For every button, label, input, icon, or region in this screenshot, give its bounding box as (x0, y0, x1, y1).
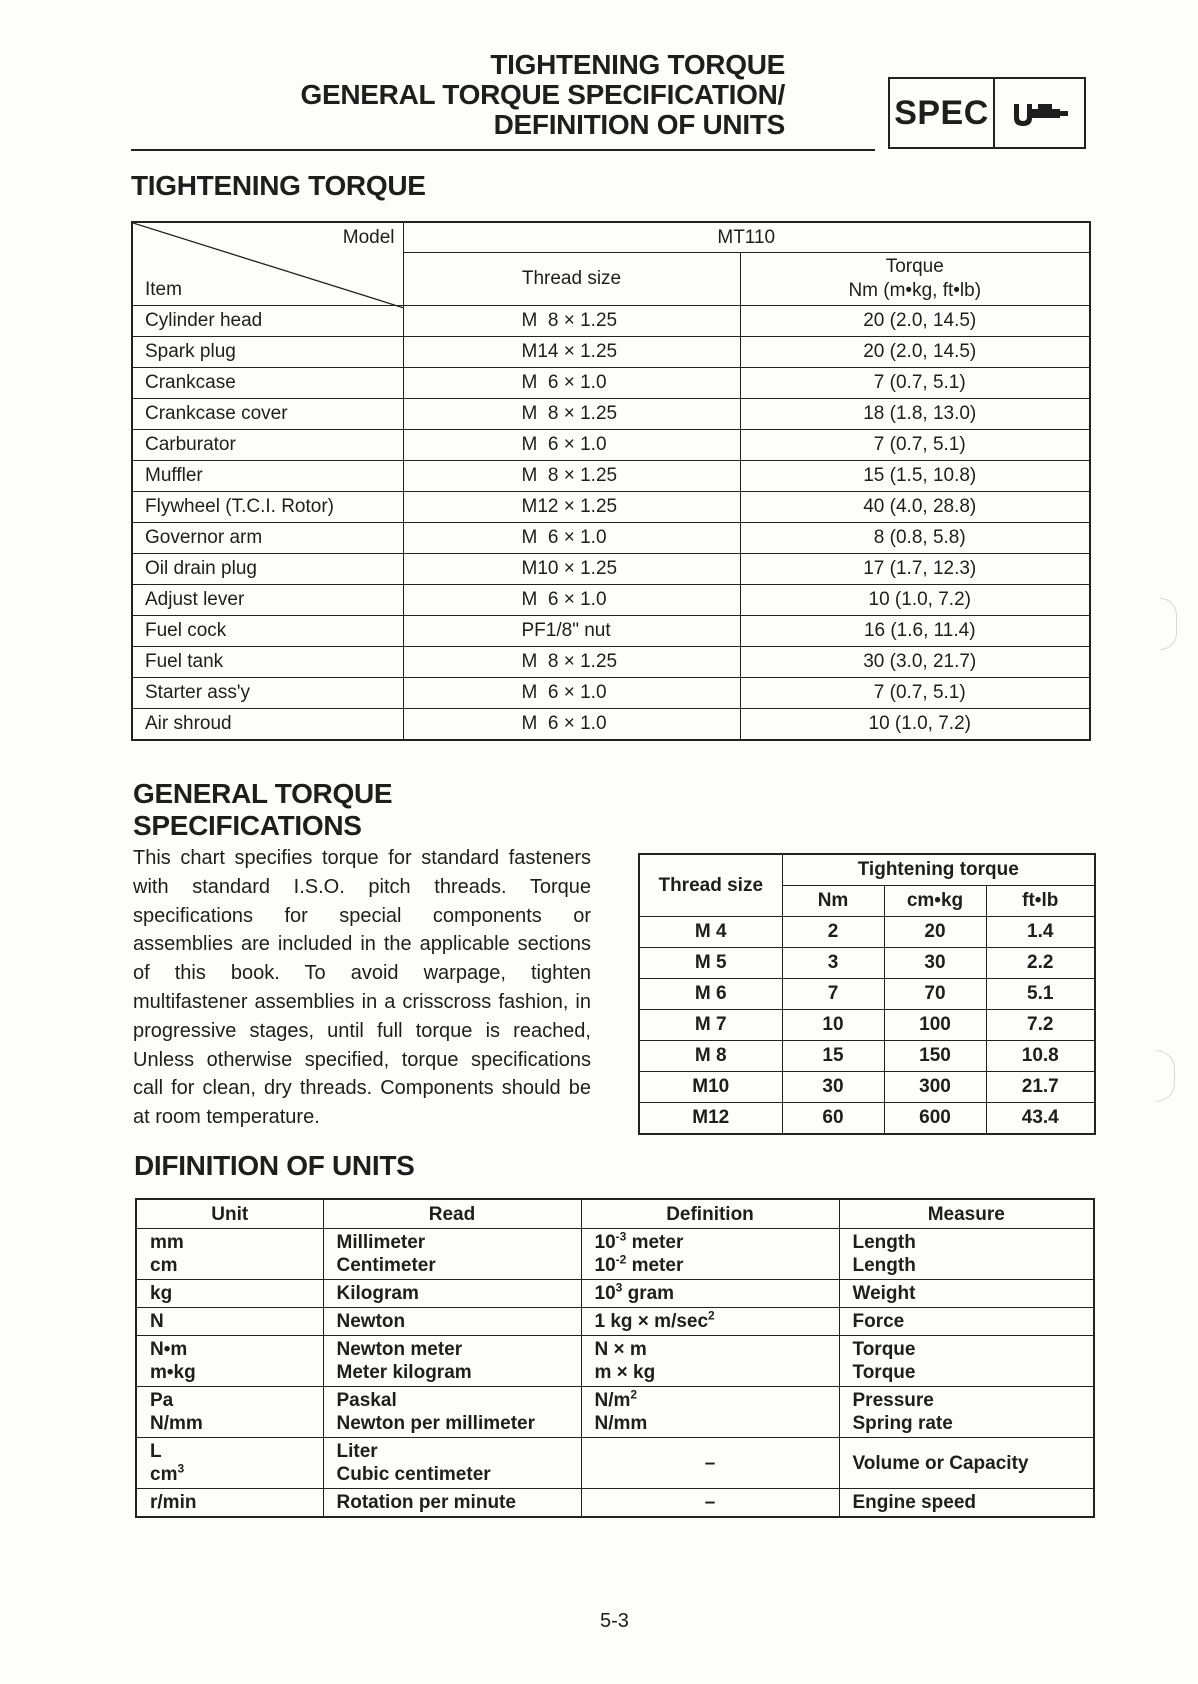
thread-cell: M 6 × 1.0 (403, 678, 740, 709)
torque-wrench-icon (995, 79, 1084, 147)
measure-value: Spring rate (852, 1413, 953, 1434)
torque-cell: 17 (1.7, 12.3) (740, 554, 1090, 585)
unit-cell (136, 1387, 323, 1438)
general-torque-heading-line-1: GENERAL TORQUE (133, 778, 393, 809)
spec-badge (888, 77, 1086, 149)
definition-base: N/m (594, 1390, 631, 1411)
read-cell (323, 1438, 581, 1489)
measure-cell: Force (839, 1308, 1094, 1336)
ftlb-cell: 1.4 (986, 917, 1095, 948)
table-row (132, 616, 1090, 647)
unit-value: Pa (150, 1390, 174, 1411)
nm-cell: 60 (782, 1103, 884, 1135)
item-cell: Fuel tank (132, 647, 403, 678)
definition-exponent: 2 (630, 1387, 638, 1402)
thread-cell: M 6 × 1.0 (403, 430, 740, 461)
table-row (639, 1103, 1095, 1135)
cmkg-cell: 100 (884, 1010, 986, 1041)
size-cell: M 4 (639, 917, 782, 948)
table-row (132, 709, 1090, 741)
tightening-torque-table (131, 221, 1091, 741)
unit-value (150, 1463, 323, 1486)
general-torque-paragraph: This chart specifies torque for standard fasteners with standard I.S.O. pitch threads. Torque specifications for special components or assemblies are included in the applicable sections of this book. To avoid warpage, tighten multifastener assemblies in a crisscross fashion, in progressive stages, until full torque is reached, Unless otherwise specified, torque specifications call for clean, dry threads. Components should be at room temperature. (133, 847, 591, 1129)
item-cell: Flywheel (T.C.I. Rotor) (132, 492, 403, 523)
thread-cell: PF1/8" nut (403, 616, 740, 647)
item-cell: Crankcase (132, 368, 403, 399)
measure-cell: Weight (839, 1280, 1094, 1308)
table-row (132, 399, 1090, 430)
item-cell: Spark plug (132, 337, 403, 368)
table-row (136, 1387, 1094, 1438)
item-cell: Fuel cock (132, 616, 403, 647)
size-cell: M 8 (639, 1041, 782, 1072)
read-cell (323, 1387, 581, 1438)
nm-cell: 30 (782, 1072, 884, 1103)
thread-cell: M 6 × 1.0 (403, 368, 740, 399)
tightening-torque-header: Tightening torque (782, 854, 1095, 886)
measure-value: Length (852, 1232, 916, 1253)
table-row (136, 1199, 1094, 1229)
unit-value: m•kg (150, 1362, 196, 1383)
measure-cell (839, 1336, 1094, 1387)
item-cell: Oil drain plug (132, 554, 403, 585)
binding-hole-mark (1160, 598, 1177, 650)
nm-header: Nm (782, 886, 884, 917)
read-value: Newton per millimeter (336, 1413, 535, 1434)
torque-cell: 30 (3.0, 21.7) (740, 647, 1090, 678)
definition-base: 10 (594, 1255, 616, 1276)
unit-cell: N (136, 1308, 323, 1336)
header-rule (131, 149, 875, 151)
read-cell (323, 1336, 581, 1387)
thread-cell: M10 × 1.25 (403, 554, 740, 585)
unit-base: cm (150, 1464, 178, 1485)
torque-header-line-1: Torque (885, 256, 944, 277)
definition-value: m × kg (594, 1362, 656, 1383)
cmkg-header: cm•kg (884, 886, 986, 917)
thread-cell: M 8 × 1.25 (403, 306, 740, 337)
size-cell: M 6 (639, 979, 782, 1010)
definition-value: N × m (594, 1339, 647, 1360)
unit-cell (136, 1438, 323, 1489)
definition-exponent: -3 (615, 1229, 627, 1244)
unit-cell: r/min (136, 1489, 323, 1518)
measure-cell: Volume or Capacity (839, 1438, 1094, 1489)
ftlb-cell: 21.7 (986, 1072, 1095, 1103)
nm-cell: 2 (782, 917, 884, 948)
definition-rest: gram (622, 1283, 675, 1304)
torque-cell: 20 (2.0, 14.5) (740, 306, 1090, 337)
torque-cell: 40 (4.0, 28.8) (740, 492, 1090, 523)
definition-rest: meter (626, 1255, 684, 1276)
ftlb-cell: 10.8 (986, 1041, 1095, 1072)
spec-badge-label: SPEC (890, 79, 995, 147)
read-value: Meter kilogram (336, 1362, 472, 1383)
item-cell: Adjust lever (132, 585, 403, 616)
read-value: Paskal (336, 1390, 397, 1411)
measure-value: Length (852, 1255, 916, 1276)
ftlb-cell: 2.2 (986, 948, 1095, 979)
thread-size-header: Thread size (403, 253, 740, 306)
model-name: MT110 (403, 222, 1090, 253)
cmkg-cell: 150 (884, 1041, 986, 1072)
unit-value: L (150, 1441, 162, 1462)
ftlb-cell: 5.1 (986, 979, 1095, 1010)
measure-cell: Engine speed (839, 1489, 1094, 1518)
torque-cell: 7 (0.7, 5.1) (740, 678, 1090, 709)
measure-cell (839, 1229, 1094, 1280)
table-row (639, 979, 1095, 1010)
item-label: Item (145, 279, 182, 300)
nm-cell: 10 (782, 1010, 884, 1041)
size-cell: M 7 (639, 1010, 782, 1041)
definition-cell (581, 1229, 839, 1280)
table-row (132, 306, 1090, 337)
binding-hole-mark (1156, 1050, 1175, 1102)
definition-header: Definition (581, 1199, 839, 1229)
header-title-line-2: GENERAL TORQUE SPECIFICATION/ (300, 79, 785, 110)
table-row (639, 948, 1095, 979)
thread-cell: M14 × 1.25 (403, 337, 740, 368)
cmkg-cell: 600 (884, 1103, 986, 1135)
unit-exponent: 3 (177, 1461, 185, 1476)
definition-cell (581, 1308, 839, 1336)
read-value: Cubic centimeter (336, 1464, 491, 1485)
measure-cell (839, 1387, 1094, 1438)
thread-size-header: Thread size (639, 854, 782, 917)
units-heading: DIFINITION OF UNITS (134, 1150, 415, 1181)
torque-cell: 20 (2.0, 14.5) (740, 337, 1090, 368)
unit-cell (136, 1229, 323, 1280)
table-row (132, 678, 1090, 709)
cmkg-cell: 300 (884, 1072, 986, 1103)
unit-value: mm (150, 1232, 184, 1253)
tightening-torque-heading: TIGHTENING TORQUE (131, 170, 426, 201)
definition-value (595, 1254, 839, 1277)
cmkg-cell: 70 (884, 979, 986, 1010)
table-row (132, 222, 1090, 253)
table-row (132, 647, 1090, 678)
size-cell: M12 (639, 1103, 782, 1135)
item-cell: Crankcase cover (132, 399, 403, 430)
general-torque-heading-line-2: SPECIFICATIONS (133, 810, 362, 841)
table-row (136, 1229, 1094, 1280)
torque-cell: 7 (0.7, 5.1) (740, 368, 1090, 399)
table-row (639, 1041, 1095, 1072)
nm-cell: 7 (782, 979, 884, 1010)
header-title-line-3: DEFINITION OF UNITS (493, 109, 785, 140)
definition-cell: – (581, 1489, 839, 1518)
table-row (132, 585, 1090, 616)
definition-cell (581, 1336, 839, 1387)
item-cell: Air shroud (132, 709, 403, 741)
table-row (132, 492, 1090, 523)
item-cell: Carburator (132, 430, 403, 461)
read-cell (323, 1229, 581, 1280)
table-row (132, 368, 1090, 399)
general-torque-table (638, 853, 1096, 1135)
table-row (132, 554, 1090, 585)
ftlb-cell: 43.4 (986, 1103, 1095, 1135)
torque-cell: 10 (1.0, 7.2) (740, 709, 1090, 741)
general-torque-heading (133, 778, 392, 842)
torque-cell: 10 (1.0, 7.2) (740, 585, 1090, 616)
table-row (639, 1072, 1095, 1103)
read-value: Newton meter (336, 1339, 463, 1360)
definition-value: N/mm (594, 1413, 648, 1434)
definition-base: 10 (594, 1283, 616, 1304)
table-row (132, 523, 1090, 554)
item-cell: Cylinder head (132, 306, 403, 337)
thread-cell: M 6 × 1.0 (403, 585, 740, 616)
read-cell: Rotation per minute (323, 1489, 581, 1518)
unit-cell (136, 1336, 323, 1387)
unit-cell: kg (136, 1280, 323, 1308)
definition-exponent: 2 (708, 1308, 715, 1323)
read-value: Centimeter (336, 1255, 436, 1276)
cmkg-cell: 30 (884, 948, 986, 979)
read-header: Read (323, 1199, 581, 1229)
item-cell: Governor arm (132, 523, 403, 554)
measure-value: Pressure (852, 1390, 934, 1411)
definition-cell: – (581, 1438, 839, 1489)
unit-value: N•m (150, 1339, 188, 1360)
size-cell: M10 (639, 1072, 782, 1103)
header-title-line-1: TIGHTENING TORQUE (490, 49, 785, 80)
size-cell: M 5 (639, 948, 782, 979)
table-row (136, 1438, 1094, 1489)
page-header-title (301, 50, 785, 140)
definition-exponent: 3 (615, 1280, 623, 1295)
item-cell: Starter ass'y (132, 678, 403, 709)
table-row (132, 430, 1090, 461)
definition-value (595, 1389, 839, 1412)
unit-header: Unit (136, 1199, 323, 1229)
torque-cell: 18 (1.8, 13.0) (740, 399, 1090, 430)
ftlb-cell: 7.2 (986, 1010, 1095, 1041)
thread-cell: M 6 × 1.0 (403, 709, 740, 741)
torque-cell: 8 (0.8, 5.8) (740, 523, 1090, 554)
table-row (639, 1010, 1095, 1041)
cmkg-cell: 20 (884, 917, 986, 948)
model-item-header-cell (132, 222, 403, 306)
torque-cell: 15 (1.5, 10.8) (740, 461, 1090, 492)
definition-cell (581, 1387, 839, 1438)
definition-base: 1 kg × m/sec (594, 1311, 709, 1332)
torque-header-line-2: Nm (m•kg, ft•lb) (848, 280, 982, 301)
read-cell: Kilogram (323, 1280, 581, 1308)
unit-value: N/mm (150, 1413, 203, 1434)
unit-value: cm (150, 1255, 178, 1276)
item-cell: Muffler (132, 461, 403, 492)
definition-exponent: -2 (615, 1252, 627, 1267)
units-table (135, 1198, 1095, 1518)
read-value: Liter (336, 1441, 378, 1462)
thread-cell: M 8 × 1.25 (403, 647, 740, 678)
definition-cell (581, 1280, 839, 1308)
torque-cell: 7 (0.7, 5.1) (740, 430, 1090, 461)
thread-cell: M 8 × 1.25 (403, 399, 740, 430)
measure-header: Measure (839, 1199, 1094, 1229)
nm-cell: 15 (782, 1041, 884, 1072)
ftlb-header: ft•lb (986, 886, 1095, 917)
definition-base: 10 (594, 1232, 616, 1253)
table-row (639, 917, 1095, 948)
definition-value (595, 1231, 839, 1254)
table-row (639, 854, 1095, 886)
model-label: Model (342, 227, 395, 248)
torque-header (740, 253, 1090, 306)
thread-cell: M12 × 1.25 (403, 492, 740, 523)
table-row (136, 1489, 1094, 1518)
thread-cell: M 8 × 1.25 (403, 461, 740, 492)
table-row (136, 1280, 1094, 1308)
page-number: 5-3 (600, 1610, 629, 1632)
measure-value: Torque (852, 1362, 916, 1383)
table-row (132, 461, 1090, 492)
measure-value: Torque (852, 1339, 916, 1360)
read-cell: Newton (323, 1308, 581, 1336)
table-row (136, 1308, 1094, 1336)
definition-rest: meter (626, 1232, 684, 1253)
table-row (132, 337, 1090, 368)
nm-cell: 3 (782, 948, 884, 979)
table-row (136, 1336, 1094, 1387)
torque-cell: 16 (1.6, 11.4) (740, 616, 1090, 647)
read-value: Millimeter (336, 1232, 426, 1253)
thread-cell: M 6 × 1.0 (403, 523, 740, 554)
